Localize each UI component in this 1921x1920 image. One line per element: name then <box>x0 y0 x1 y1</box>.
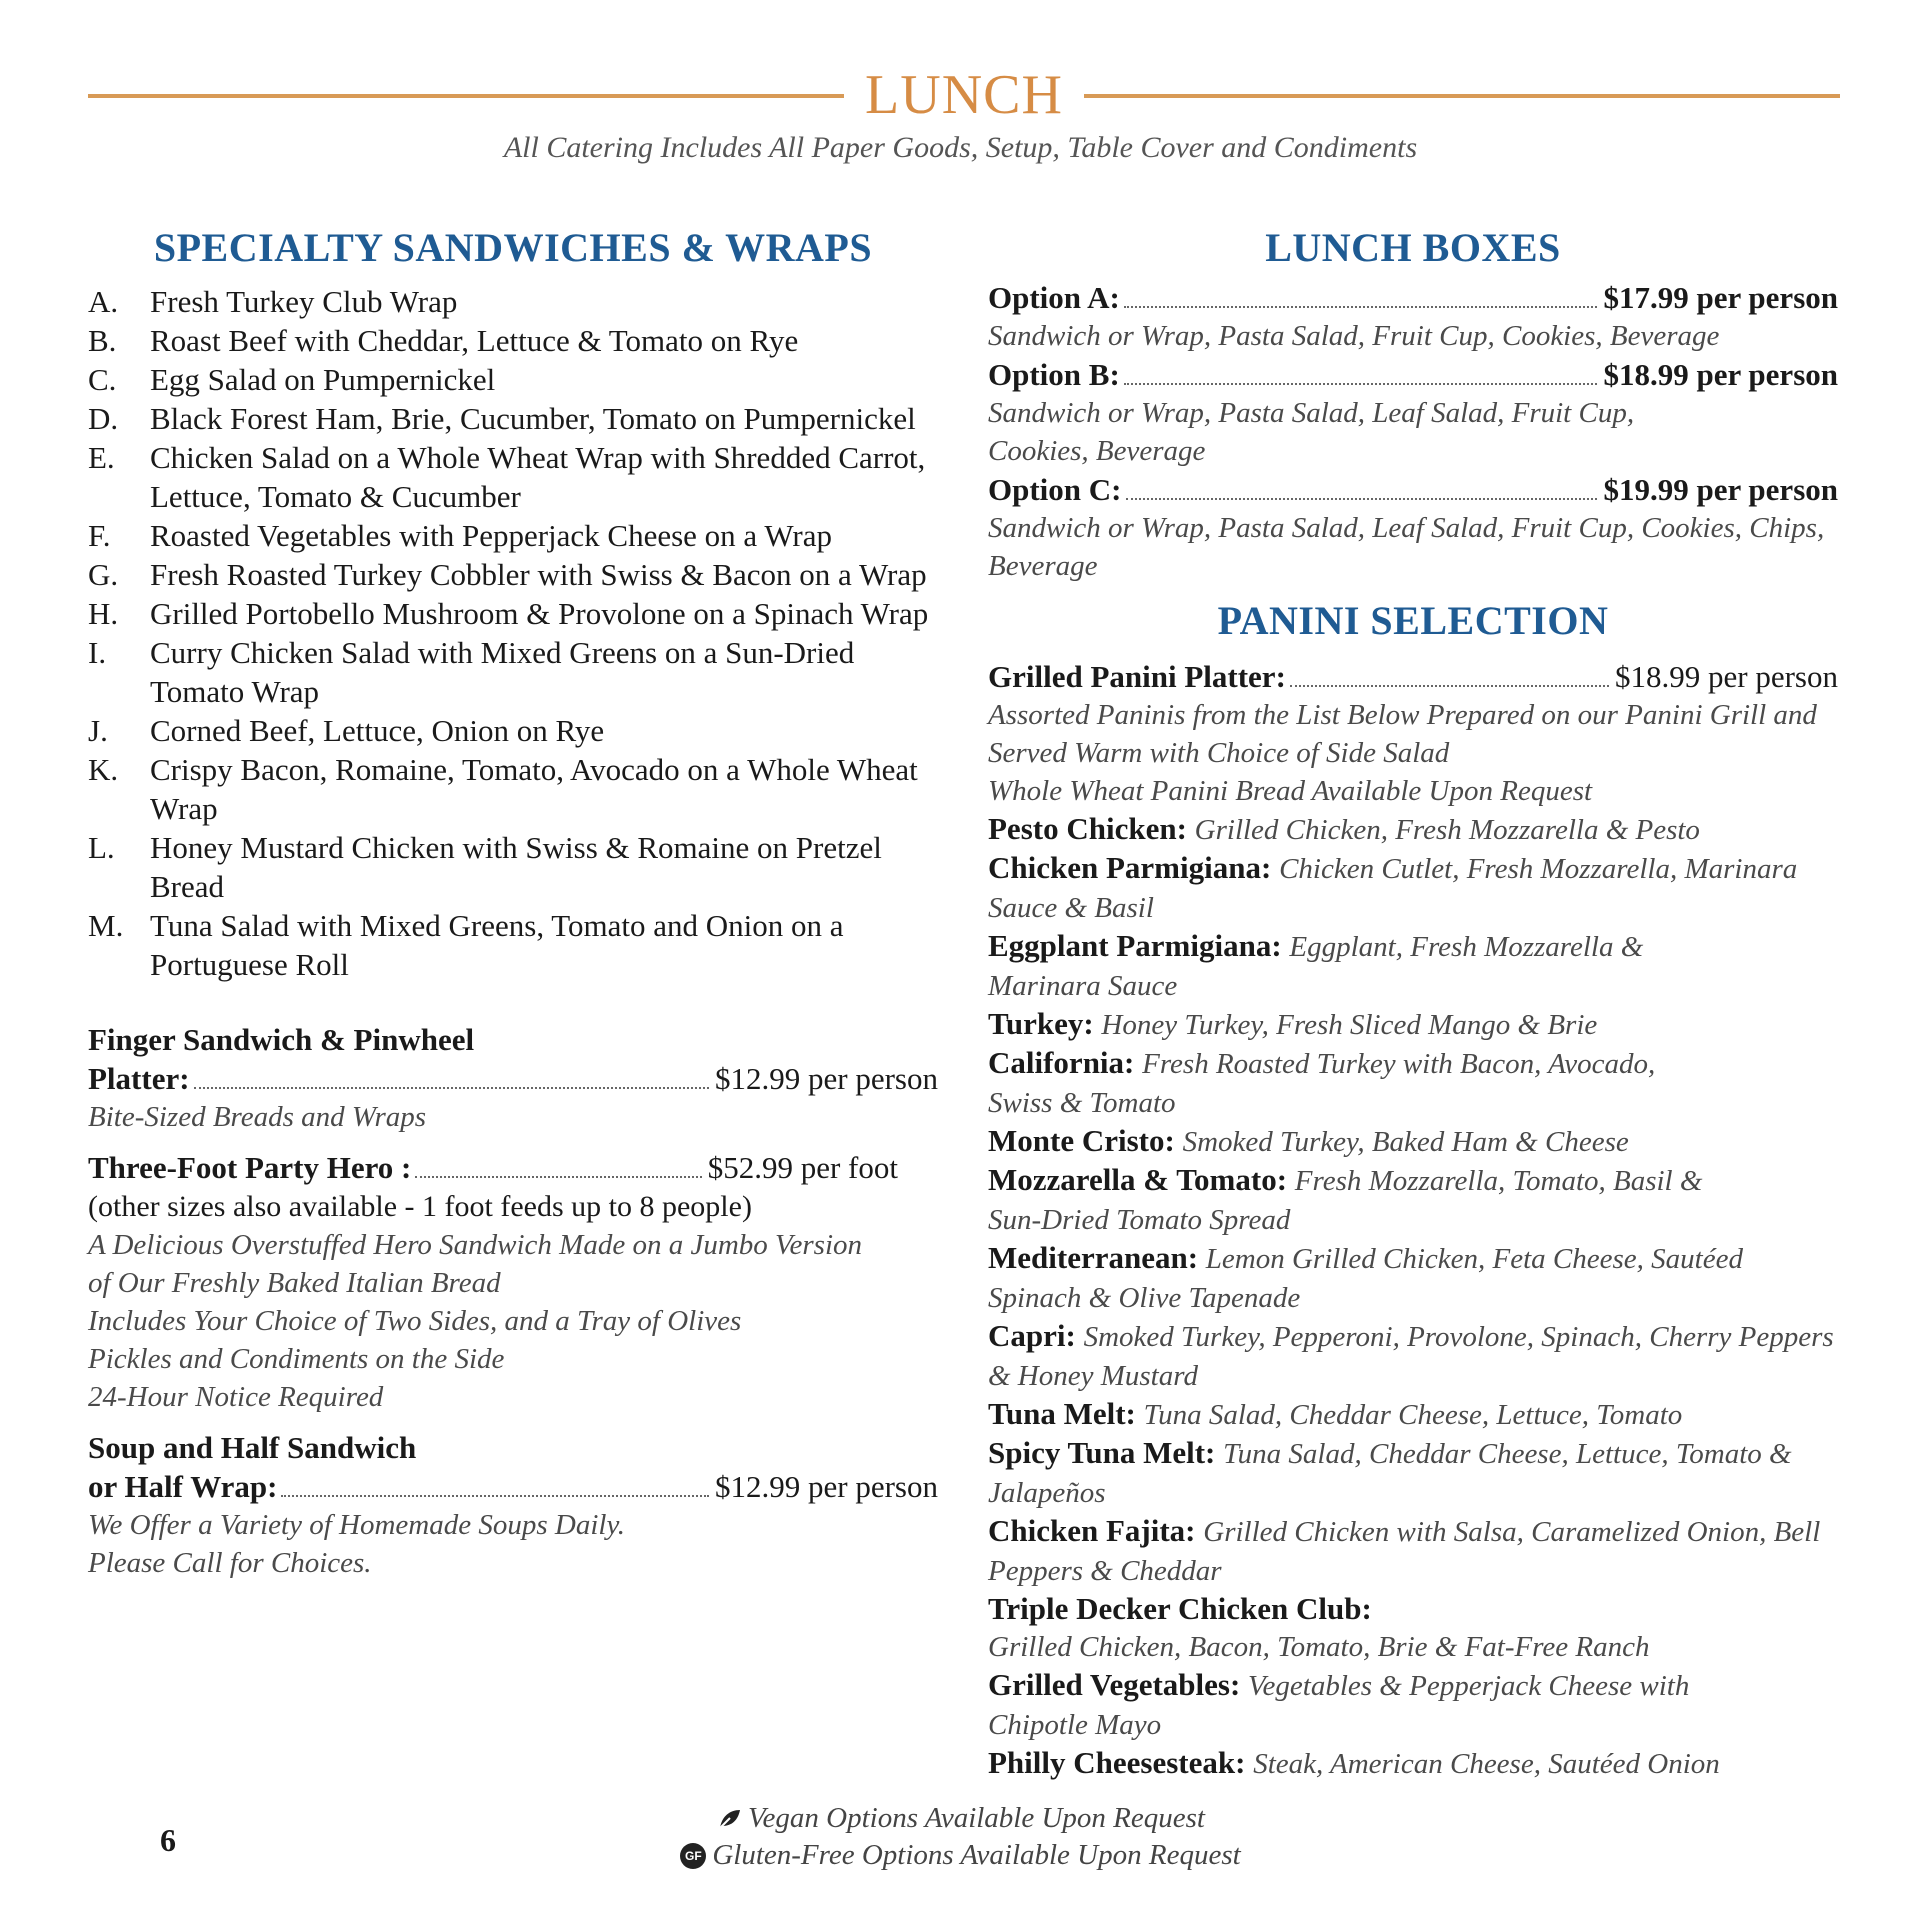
panini-desc: Grilled Chicken, Fresh Mozzarella & Pesto <box>1194 814 1700 846</box>
item-text: Roasted Vegetables with Pepperjack Cheese on a Wrap <box>150 518 832 553</box>
panini-name: Chicken Parmigiana: <box>988 850 1272 885</box>
item-text: Tuna Salad with Mixed Greens, Tomato and Onion on a Portuguese Roll <box>150 908 844 982</box>
panini-item <box>988 810 1838 849</box>
panini-name: Monte Cristo: <box>988 1123 1175 1158</box>
panini-name: Turkey: <box>988 1006 1094 1041</box>
item-letter: F. <box>88 518 111 553</box>
page-number: 6 <box>160 1822 176 1858</box>
panini-name: Grilled Vegetables: <box>988 1667 1241 1702</box>
item-text: Fresh Roasted Turkey Cobbler with Swiss & Bacon on a Wrap <box>150 557 927 592</box>
list-item <box>88 906 938 984</box>
item-letter: L. <box>88 830 115 865</box>
panini-name: Mediterranean: <box>988 1240 1199 1275</box>
list-item <box>88 360 938 399</box>
dot-leader <box>281 1495 709 1497</box>
list-item <box>88 399 938 438</box>
item-text: Honey Mustard Chicken with Swiss & Romaine on Pretzel Bread <box>150 830 882 904</box>
option-c-price: $19.99 per person <box>1603 472 1838 507</box>
list-item <box>88 828 938 906</box>
option-c-price-line <box>988 470 1838 509</box>
soup-name: Soup and Half Sandwich <box>88 1430 417 1465</box>
sandwich-list <box>88 282 938 984</box>
soup-block <box>88 1428 938 1582</box>
party-hero-price-line <box>88 1148 898 1187</box>
panini-item <box>988 1666 1708 1744</box>
panini-item <box>988 1395 1838 1434</box>
item-text: Black Forest Ham, Brie, Cucumber, Tomato on Pumpernickel <box>150 401 916 436</box>
panini-desc: Fresh Roasted Turkey with Bacon, Avocado, Swiss & Tomato <box>988 1048 1656 1119</box>
panini-item <box>988 1512 1838 1590</box>
item-text: Corned Beef, Lettuce, Onion on Rye <box>150 713 605 748</box>
party-hero-note: (other sizes also available - 1 foot feeds up to 8 people) <box>88 1190 752 1223</box>
gluten-free-icon: GF <box>680 1843 706 1869</box>
panini-platter-label: Grilled Panini Platter: <box>988 659 1286 694</box>
item-letter: B. <box>88 323 117 358</box>
option-a-price: $17.99 per person <box>1603 280 1838 315</box>
panini-name: Chicken Fajita: <box>988 1513 1196 1548</box>
panini-desc: Grilled Chicken, Bacon, Tomato, Brie & Fat-Free Ranch <box>988 1631 1650 1663</box>
item-letter: I. <box>88 635 107 670</box>
panini-desc: Steak, American Cheese, Sautéed Onion <box>1253 1748 1720 1780</box>
vegan-note <box>0 1800 1921 1837</box>
panini-platter-desc-line: Served Warm with Choice of Side Salad <box>988 737 1450 769</box>
item-letter: E. <box>88 440 115 475</box>
panini-desc: Smoked Turkey, Pepperoni, Provolone, Spinach, Cherry Peppers & Honey Mustard <box>988 1321 1834 1392</box>
item-letter: J. <box>88 713 108 748</box>
panini-item <box>988 849 1838 927</box>
soup-desc-line: Please Call for Choices. <box>88 1547 372 1579</box>
panini-desc: Honey Turkey, Fresh Sliced Mango & Brie <box>1101 1009 1598 1041</box>
finger-sandwich-block <box>88 1020 938 1136</box>
panini-desc: Lemon Grilled Chicken, Feta Cheese, Sautéed Spinach & Olive Tapenade <box>988 1243 1743 1314</box>
item-letter: G. <box>88 557 119 592</box>
soup-price: $12.99 per person <box>715 1469 938 1504</box>
panini-name: Spicy Tuna Melt: <box>988 1435 1216 1470</box>
party-hero-desc-line: Includes Your Choice of Two Sides, and a Tray of Olives <box>88 1305 742 1337</box>
dot-leader <box>1124 306 1598 308</box>
panini-item <box>988 1239 1838 1317</box>
right-column <box>988 222 1838 1783</box>
footer-notes <box>0 1800 1921 1874</box>
list-item <box>88 321 938 360</box>
list-item <box>88 750 938 828</box>
panini-platter-price: $18.99 per person <box>1615 659 1838 694</box>
option-b-price-line <box>988 355 1838 394</box>
page-header <box>88 60 1840 130</box>
page-subtitle: All Catering Includes All Paper Goods, Setup, Table Cover and Condiments <box>503 131 1418 164</box>
panini-name: California: <box>988 1045 1135 1080</box>
option-a-desc: Sandwich or Wrap, Pasta Salad, Fruit Cup, Cookies, Beverage <box>988 320 1720 352</box>
dot-leader <box>1290 685 1609 687</box>
item-text: Crispy Bacon, Romaine, Tomato, Avocado on a Whole Wheat Wrap <box>150 752 918 826</box>
panini-desc: Fresh Mozzarella, Tomato, Basil & Sun-Dried Tomato Spread <box>988 1165 1703 1236</box>
panini-desc: Vegetables & Pepperjack Cheese with Chipotle Mayo <box>988 1670 1690 1741</box>
item-text: Grilled Portobello Mushroom & Provolone on a Spinach Wrap <box>150 596 929 631</box>
item-letter: C. <box>88 362 117 397</box>
panini-platter-desc-line: Assorted Paninis from the List Below Prepared on our Panini Grill and <box>988 699 1817 731</box>
option-b-price: $18.99 per person <box>1603 357 1838 392</box>
finger-sandwich-name: Finger Sandwich & Pinwheel <box>88 1022 475 1057</box>
party-hero-desc-line: A Delicious Overstuffed Hero Sandwich Made on a Jumbo Version <box>88 1229 863 1261</box>
party-hero-name: Three-Foot Party Hero : <box>88 1150 412 1185</box>
panini-item <box>988 1317 1838 1395</box>
panini-heading: PANINI SELECTION <box>1217 598 1609 643</box>
option-b-desc: Sandwich or Wrap, Pasta Salad, Leaf Salad, Fruit Cup, Cookies, Beverage <box>988 397 1635 467</box>
option-a-label: Option A: <box>988 280 1120 315</box>
item-letter: D. <box>88 401 119 436</box>
dot-leader <box>415 1176 701 1178</box>
list-item <box>88 438 938 516</box>
panini-desc: Grilled Chicken with Salsa, Caramelized Onion, Bell Peppers & Cheddar <box>988 1516 1821 1587</box>
party-hero-desc-line: Pickles and Condiments on the Side <box>88 1343 505 1375</box>
list-item <box>88 594 938 633</box>
panini-desc: Tuna Salad, Cheddar Cheese, Lettuce, Tomato & Jalapeños <box>988 1438 1792 1509</box>
lunch-boxes-heading: LUNCH BOXES <box>1265 225 1561 270</box>
item-letter: A. <box>88 284 119 319</box>
list-item <box>88 633 938 711</box>
header-rule-left <box>88 94 844 98</box>
panini-desc: Tuna Salad, Cheddar Cheese, Lettuce, Tomato <box>1143 1399 1683 1431</box>
party-hero-desc-line: 24-Hour Notice Required <box>88 1381 384 1413</box>
panini-name: Mozzarella & Tomato: <box>988 1162 1288 1197</box>
panini-item <box>988 1161 1708 1239</box>
panini-item <box>988 1744 1838 1783</box>
panini-name: Eggplant Parmigiana: <box>988 928 1282 963</box>
page-title: LUNCH <box>865 64 1063 126</box>
panini-platter-desc-line: Whole Wheat Panini Bread Available Upon Request <box>988 775 1593 807</box>
lunch-box-options <box>988 278 1838 585</box>
list-item <box>88 711 938 750</box>
panini-item <box>988 1122 1838 1161</box>
item-text: Fresh Turkey Club Wrap <box>150 284 458 319</box>
party-hero-price: $52.99 per foot <box>707 1150 898 1185</box>
panini-name: Pesto Chicken: <box>988 811 1187 846</box>
item-text: Curry Chicken Salad with Mixed Greens on a Sun-Dried Tomato Wrap <box>150 635 855 709</box>
panini-item <box>988 1005 1838 1044</box>
finger-sandwich-price-line <box>88 1059 938 1098</box>
soup-label: or Half Wrap: <box>88 1469 278 1504</box>
option-c-desc: Sandwich or Wrap, Pasta Salad, Leaf Salad, Fruit Cup, Cookies, Chips, Beverage <box>988 512 1825 582</box>
list-item <box>88 282 938 321</box>
panini-name: Tuna Melt: <box>988 1396 1136 1431</box>
gluten-free-note-text: Gluten-Free Options Available Upon Request <box>712 1839 1241 1871</box>
list-item <box>88 555 938 594</box>
panini-desc: Chicken Cutlet, Fresh Mozzarella, Marinara Sauce & Basil <box>988 853 1798 924</box>
panini-item <box>988 1044 1688 1122</box>
panini-desc: Eggplant, Fresh Mozzarella & Marinara Sauce <box>988 931 1644 1002</box>
dot-leader <box>1126 498 1598 500</box>
leaf-icon <box>716 1806 742 1832</box>
panini-desc: Smoked Turkey, Baked Ham & Cheese <box>1182 1126 1629 1158</box>
soup-price-line <box>88 1467 938 1506</box>
item-letter: H. <box>88 596 119 631</box>
panini-name: Philly Cheesesteak: <box>988 1745 1246 1780</box>
gluten-free-note <box>0 1837 1921 1874</box>
left-column <box>88 222 938 1582</box>
vegan-note-text: Vegan Options Available Upon Request <box>748 1802 1205 1834</box>
dot-leader <box>194 1087 709 1089</box>
option-b-label: Option B: <box>988 357 1120 392</box>
finger-sandwich-price: $12.99 per person <box>715 1061 938 1096</box>
sandwiches-heading: SPECIALTY SANDWICHES & WRAPS <box>153 225 873 270</box>
panini-item <box>988 927 1668 1005</box>
panini-item <box>988 1434 1838 1512</box>
item-letter: M. <box>88 908 124 943</box>
item-text: Roast Beef with Cheddar, Lettuce & Tomato on Rye <box>150 323 799 358</box>
item-text: Egg Salad on Pumpernickel <box>150 362 496 397</box>
panini-platter-price-line <box>988 657 1838 696</box>
soup-desc-line: We Offer a Variety of Homemade Soups Daily. <box>88 1509 625 1541</box>
item-text: Chicken Salad on a Whole Wheat Wrap with Shredded Carrot, Lettuce, Tomato & Cucumber <box>150 440 926 514</box>
dot-leader <box>1124 383 1598 385</box>
header-rule-right <box>1084 94 1840 98</box>
panini-name: Capri: <box>988 1318 1076 1353</box>
party-hero-block <box>88 1148 938 1416</box>
panini-name: Triple Decker Chicken Club: <box>988 1591 1372 1626</box>
finger-sandwich-desc: Bite-Sized Breads and Wraps <box>88 1101 427 1133</box>
panini-item <box>988 1590 1838 1666</box>
panini-section <box>988 657 1838 1783</box>
option-a-price-line <box>988 278 1838 317</box>
item-letter: K. <box>88 752 119 787</box>
list-item <box>88 516 938 555</box>
option-c-label: Option C: <box>988 472 1122 507</box>
party-hero-desc-line: of Our Freshly Baked Italian Bread <box>88 1267 501 1299</box>
finger-sandwich-label: Platter: <box>88 1061 190 1096</box>
